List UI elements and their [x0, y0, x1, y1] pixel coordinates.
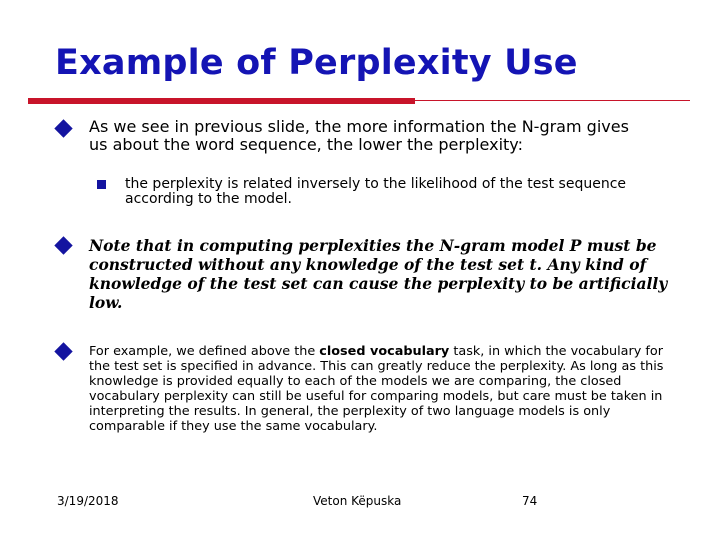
diamond-bullet-icon: [54, 119, 72, 137]
bullet-3-text-start: For example, we defined above the: [89, 344, 320, 359]
bullet-2-text: Note that in computing perplexities the N-gram model P must be constructed without any knowledge of the test set t. Any kind of knowledge of the test set can cause the perplexity to be artificially low.: [89, 236, 668, 312]
bullet-3-text: [89, 344, 679, 434]
diamond-bullet-icon: [54, 236, 72, 254]
square-bullet-icon: [97, 180, 106, 189]
closed-vocabulary-term: closed vocabulary: [319, 344, 450, 359]
footer-page-number: 74: [522, 494, 538, 508]
bullet-1-text: As we see in previous slide, the more information the N-gram gives us about the word sequence, the lower the perplexity:: [89, 117, 629, 154]
bullet-3-text-end: task, in which the vocabulary for the test set is specified in advance. This can greatly reduce the perplexity. As long as this knowledge is provided equally to each of the models we are comparing, the closed vocabulary perplexity can still be useful for comparing models, but care must be taken in interpreting the results. In general, the perplexity of two language models is only comparable if they use the same vocabulary.: [89, 344, 664, 434]
title-underline: [28, 98, 415, 104]
footer-author: Veton Këpuska: [313, 494, 402, 508]
slide-title: Example of Perplexity Use: [55, 43, 578, 83]
sub-bullet-1-text: the perplexity is related inversely to the likelihood of the test sequence according to the model.: [125, 176, 626, 207]
title-underline-thin: [415, 100, 690, 101]
footer-date: 3/19/2018: [57, 494, 119, 508]
diamond-bullet-icon: [54, 342, 72, 360]
